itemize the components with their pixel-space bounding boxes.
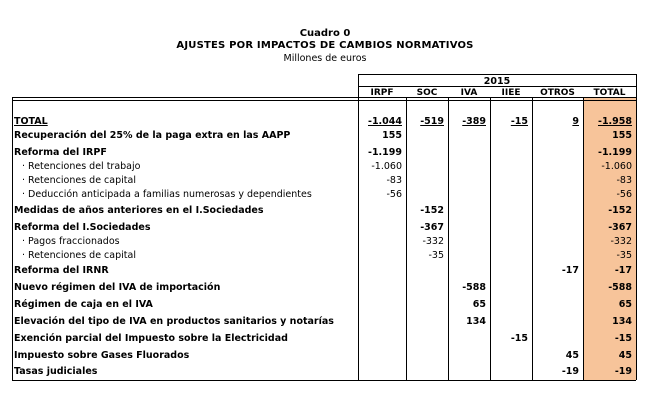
row-label: Elevación del tipo de IVA en productos sanitarios y notarías (14, 316, 334, 327)
table-row (0, 316, 650, 331)
table-row (0, 236, 650, 251)
row-label: Reforma del IRPF (14, 147, 107, 158)
cell-total: -17 (614, 265, 632, 276)
cell-iva: -389 (462, 116, 486, 127)
cell-irpf: -1.060 (371, 161, 402, 172)
cell-total: -152 (608, 205, 632, 216)
table-row (0, 265, 650, 280)
column-header-iiee: IIEE (501, 88, 521, 98)
rule-top (358, 74, 636, 75)
cell-total: -332 (610, 236, 632, 247)
cell-iva: -588 (462, 282, 486, 293)
rule-year (358, 86, 636, 87)
cell-irpf: -83 (386, 175, 402, 186)
row-label: · Deducción anticipada a familias numerosas y dependientes (22, 189, 312, 200)
column-header-otros: OTROS (540, 88, 575, 98)
cell-otros: -19 (561, 366, 579, 377)
table-caption: Cuadro 0 (299, 28, 351, 39)
cell-soc: -519 (420, 116, 444, 127)
column-header-soc: SOC (416, 88, 438, 98)
row-label: Exención parcial del Impuesto sobre la Electricidad (14, 333, 288, 344)
column-header-iva: IVA (460, 88, 478, 98)
row-label: Reforma del I.Sociedades (14, 222, 151, 233)
table-row (0, 222, 650, 237)
table-row (0, 205, 650, 220)
cell-total: -19 (614, 366, 632, 377)
row-label: Reforma del IRNR (14, 265, 109, 276)
cell-otros: 9 (572, 116, 579, 127)
row-label: · Retenciones de capital (22, 250, 136, 261)
cell-iva: 65 (472, 299, 486, 310)
table-row (0, 189, 650, 204)
row-label: · Retenciones de capital (22, 175, 136, 186)
row-label: Medidas de años anteriores en el I.Sociedades (14, 205, 264, 216)
table-row (0, 161, 650, 176)
cell-total: -83 (616, 175, 632, 186)
row-label: Nuevo régimen del IVA de importación (14, 282, 221, 293)
row-label: TOTAL (14, 116, 48, 127)
cell-soc: -35 (428, 250, 444, 261)
cell-total: -1.060 (601, 161, 632, 172)
cell-irpf: 155 (382, 130, 402, 141)
year-header: 2015 (483, 76, 511, 87)
row-label: Impuesto sobre Gases Fluorados (14, 350, 190, 361)
cell-total: 65 (618, 299, 632, 310)
cell-soc: -367 (420, 222, 444, 233)
row-label: · Retenciones del trabajo (22, 161, 141, 172)
cell-total: 155 (612, 130, 632, 141)
row-label: Tasas judiciales (14, 366, 98, 377)
table-row (0, 250, 650, 265)
table-row (0, 299, 650, 314)
cell-iva: 134 (466, 316, 486, 327)
cell-total: -35 (616, 250, 632, 261)
cell-irpf: -1.199 (368, 147, 402, 158)
cell-total: -15 (614, 333, 632, 344)
rule-header (12, 97, 636, 98)
table-units: Millones de euros (283, 53, 367, 64)
cell-total: -367 (608, 222, 632, 233)
table-row (0, 175, 650, 190)
table-row (0, 366, 650, 381)
cell-total: -588 (608, 282, 632, 293)
cell-total: -56 (616, 189, 632, 200)
table-row (0, 116, 650, 131)
table-row (0, 282, 650, 297)
table-row (0, 350, 650, 365)
rule-header-double (12, 100, 636, 101)
cell-soc: -332 (422, 236, 444, 247)
column-header-irpf: IRPF (370, 88, 394, 98)
cell-iiee: -15 (510, 116, 528, 127)
cell-total: -1.199 (598, 147, 632, 158)
table-row (0, 333, 650, 348)
cell-total: 45 (618, 350, 632, 361)
table-row (0, 147, 650, 162)
table-title: AJUSTES POR IMPACTOS DE CAMBIOS NORMATIVOS (176, 40, 474, 51)
row-label: · Pagos fraccionados (22, 236, 120, 247)
cell-otros: 45 (565, 350, 579, 361)
cell-total: 134 (612, 316, 632, 327)
row-label: Recuperación del 25% de la paga extra en las AAPP (14, 130, 291, 141)
cell-iiee: -15 (510, 333, 528, 344)
column-header-total: TOTAL (593, 88, 626, 98)
cell-irpf: -1.044 (368, 116, 402, 127)
row-label: Régimen de caja en el IVA (14, 299, 153, 310)
cell-total: -1.958 (598, 116, 632, 127)
cell-irpf: -56 (386, 189, 402, 200)
cell-soc: -152 (420, 205, 444, 216)
table-row (0, 130, 650, 145)
cell-otros: -17 (561, 265, 579, 276)
